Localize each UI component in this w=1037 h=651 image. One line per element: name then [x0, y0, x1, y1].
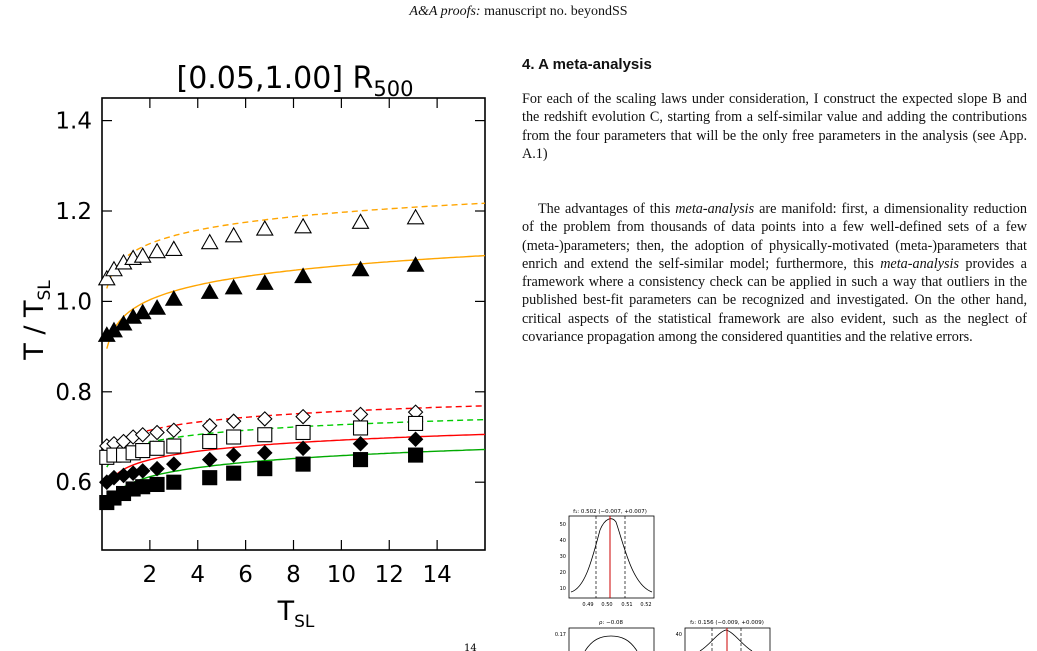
posterior-plot-f1-ytick: 40 [559, 538, 566, 544]
x-tick-label: 14 [422, 562, 452, 588]
manuscript-label: manuscript no. beyondSS [480, 4, 628, 19]
chart-title: [0.05,1.00] $R_{500}$ [176, 61, 414, 101]
posterior-plot-rho-title: ρ: −0.08 [599, 620, 623, 626]
x-axis-label: $T_{SL}$ [277, 596, 315, 632]
posterior-plot-f2-title: f₂: 0.156 (−0.009, +0.009) [690, 620, 764, 626]
x-tick-label: 12 [374, 562, 404, 588]
posterior-plot-f1-ytick: 50 [559, 522, 566, 528]
journal-name: A&A proofs: [409, 4, 481, 19]
posterior-plot-f1-ytick: 10 [559, 586, 566, 592]
y-tick-label: 0.6 [55, 470, 92, 497]
posterior-plot-f1-xtick: 0.52 [640, 602, 652, 608]
y-tick-label: 0.8 [55, 379, 92, 406]
posterior-plot-f1-xtick: 0.49 [582, 602, 594, 608]
posterior-plot-f1-title: f₁: 0.502 (−0.007, +0.007) [573, 509, 647, 515]
posterior-plot-f2-ytick: 40 [675, 632, 682, 638]
paragraph-2: The advantages of this meta-analysis are manifold: first, a dimensionality reduction of the problem from thousands of data points into a few well-defined sets of a few (meta-)parameters; then, the adoption of physically-motivated (meta-)parameters that enrich and extend the self-similar model; furthermore, this meta-analysis provides a framework where a consistency check can be applied in such a way that outliers in the published best-fit parameters can be recognized and investigated. On the other hand, critical aspects of the statistical framework are also evident, such as the neglect of covariance propagation among the considered quantities and the relative errors. [522, 201, 1027, 346]
x-tick-label: 10 [326, 562, 357, 588]
posterior-plot-rho-ytick: 0.17 [554, 632, 566, 638]
x-tick-label: 8 [286, 562, 301, 588]
posterior-plot-f1-ytick: 30 [559, 554, 566, 560]
paragraph-1: For each of the scaling laws under consideration, I construct the expected slope B and the redshift evolution C, starting from a self-similar value and adding the contributions from the four parameters that will be the only free parameters in the analysis (see App. A.1) [522, 91, 1027, 162]
posterior-plot-f2 [676, 620, 770, 651]
y-tick-label: 1.4 [55, 108, 92, 135]
y-axis-label: T / $T_{SL}$ [19, 280, 55, 360]
y-tick-label: 1.2 [55, 199, 92, 225]
page-number: 14 [464, 643, 477, 651]
posterior-plot-f1-xtick: 0.51 [621, 602, 633, 608]
x-tick-label: 2 [142, 562, 158, 588]
x-tick-label: 6 [238, 562, 253, 588]
posterior-plot-f1-xtick: 0.50 [601, 602, 613, 608]
posterior-plot-f1 [560, 509, 654, 608]
posterior-plot-f1-ytick: 20 [559, 570, 566, 576]
section-heading: 4. A meta-analysis [522, 56, 652, 73]
x-tick-label: 4 [190, 562, 206, 588]
posterior-plot-rho [555, 620, 654, 651]
y-tick-label: 1.0 [55, 289, 92, 316]
